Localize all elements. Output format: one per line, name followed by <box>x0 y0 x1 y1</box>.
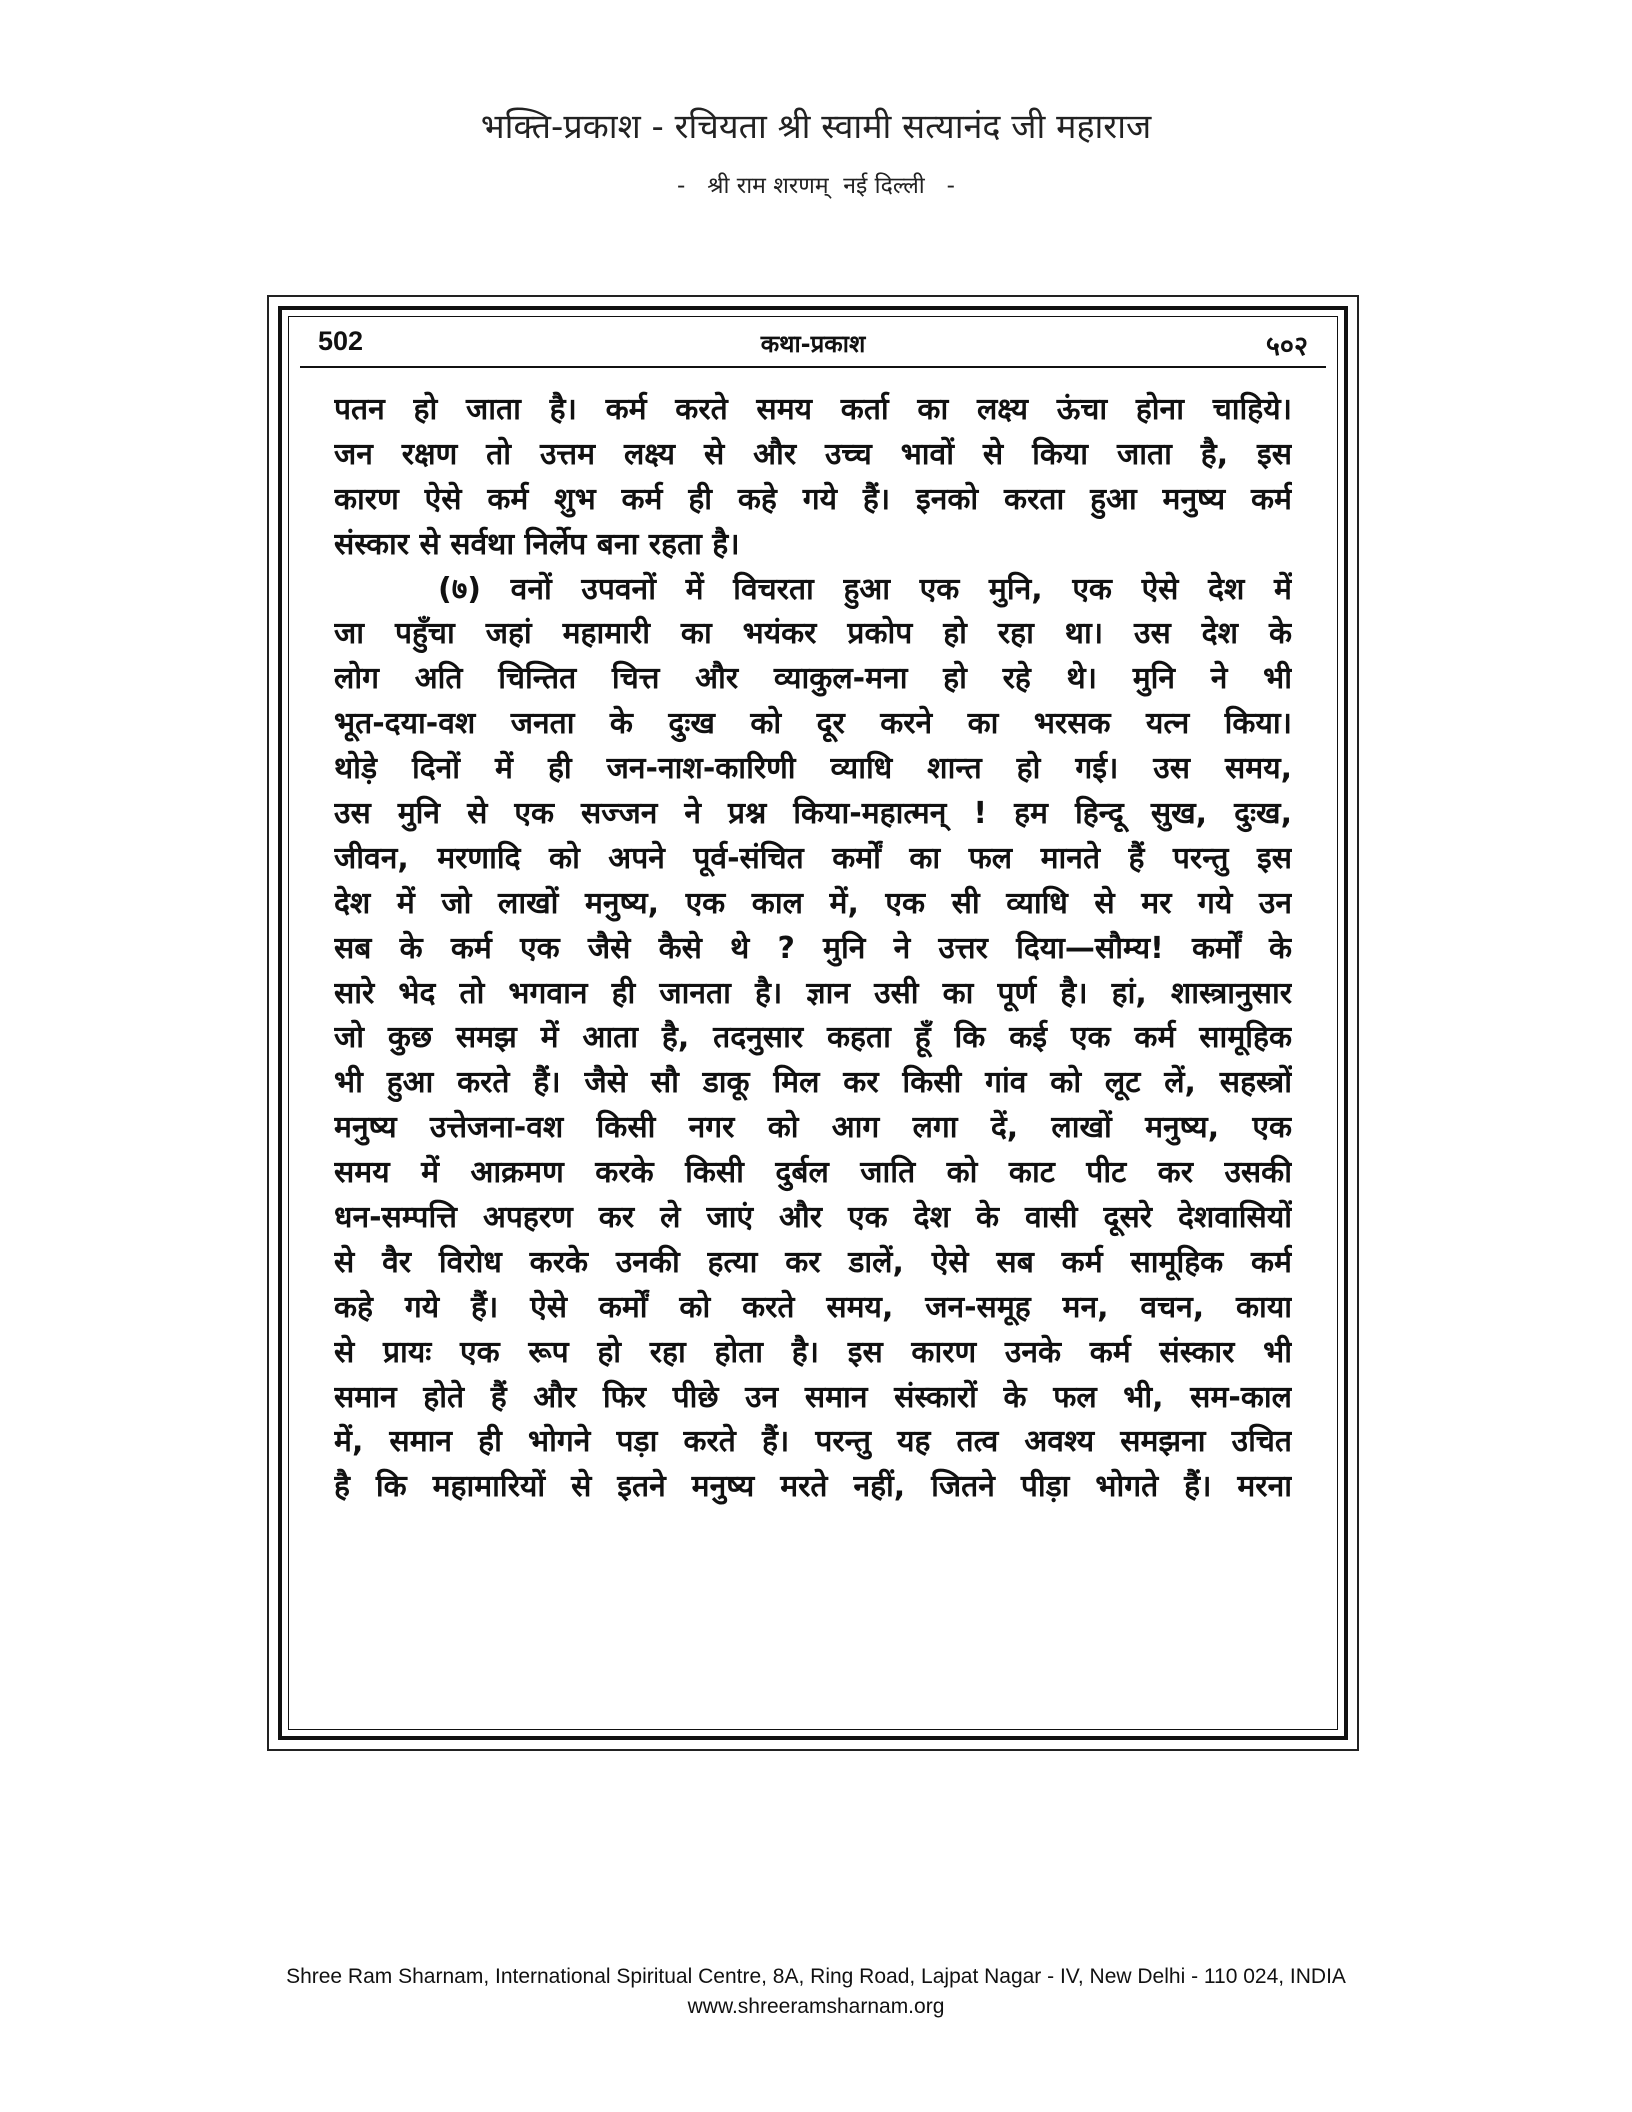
text-line: से वैर विरोध करके उनकी हत्या कर डालें, ऐसे सब कर्म सामूहिक कर्म <box>334 1244 1292 1280</box>
text-line: में, समान ही भोगने पड़ा करते हैं। परन्तु यह तत्व अवश्य समझना उचित <box>334 1424 1292 1460</box>
text-line: जीवन, मरणादि को अपने पूर्व-संचित कर्मों का फल मानते हैं परन्तु इस <box>334 840 1292 876</box>
text-line: थोड़े दिनों में ही जन-नाश-कारिणी व्याधि शान्त हो गई। उस समय, <box>334 751 1292 787</box>
text-line: देश में जो लाखों मनुष्य, एक काल में, एक सी व्याधि से मर गये उन <box>334 885 1292 921</box>
body-text <box>334 388 1292 1718</box>
text-line: है कि महामारियों से इतने मनुष्य मरते नहीं, जितने पीड़ा भोगते हैं। मरना <box>334 1469 1292 1505</box>
running-head <box>300 318 1326 368</box>
text-line: समान होते हैं और फिर पीछे उन समान संस्कारों के फल भी, सम-काल <box>334 1379 1292 1415</box>
text-line: संस्कार से सर्वथा निर्लेप बना रहता है। <box>334 526 740 562</box>
text-line: (७) वनों उपवनों में विचरता हुआ एक मुनि, एक ऐसे देश में <box>438 571 1292 607</box>
text-line: कहे गये हैं। ऐसे कर्मों को करते समय, जन-समूह मन, वचन, काया <box>334 1289 1292 1325</box>
text-line: जन रक्षण तो उत्तम लक्ष्य से और उच्च भावों से किया जाता है, इस <box>334 436 1292 472</box>
section-title: कथा-प्रकाश <box>760 330 866 358</box>
text-line: उस मुनि से एक सज्जन ने प्रश्न किया-महात्मन् ! हम हिन्दू सुख, दुःख, <box>334 796 1292 832</box>
text-line: पतन हो जाता है। कर्म करते समय कर्ता का लक्ष्य ऊंचा होना चाहिये। <box>334 392 1292 427</box>
text-line: धन-सम्पत्ति अपहरण कर ले जाएं और एक देश के वासी दूसरे देशवासियों <box>334 1200 1292 1236</box>
text-line: समय में आक्रमण करके किसी दुर्बल जाति को काट पीट कर उसकी <box>334 1155 1292 1191</box>
page-number-arabic: 502 <box>318 326 364 356</box>
document-header-title: भक्ति-प्रकाश - रचियता श्री स्वामी सत्यानंद जी महाराज <box>480 107 1152 147</box>
footer-website-link[interactable]: www.shreeramsharnam.org <box>687 1995 945 2018</box>
document-header-subtitle: - श्री राम शरणम् नई दिल्ली - <box>677 173 955 199</box>
page-number-devanagari: ५०२ <box>1265 331 1308 362</box>
text-line: मनुष्य उत्तेजना-वश किसी नगर को आग लगा दें, लाखों मनुष्य, एक <box>334 1110 1292 1146</box>
text-line: कारण ऐसे कर्म शुभ कर्म ही कहे गये हैं। इनको करता हुआ मनुष्य कर्म <box>334 481 1292 517</box>
text-line: सब के कर्म एक जैसे कैसे थे ? मुनि ने उत्तर दिया—सौम्य! कर्मों के <box>334 930 1292 966</box>
footer-address: Shree Ram Sharnam, International Spiritual Centre, 8A, Ring Road, Lajpat Nagar - IV, New Delhi - 110 024, INDIA <box>286 1965 1346 1988</box>
text-line: जो कुछ समझ में आता है, तदनुसार कहता हूँ कि कई एक कर्म सामूहिक <box>334 1020 1292 1056</box>
text-line: भूत-दया-वश जनता के दुःख को दूर करने का भरसक यत्न किया। <box>334 706 1292 742</box>
text-line: जा पहुँचा जहां महामारी का भयंकर प्रकोप हो रहा था। उस देश के <box>334 616 1292 652</box>
text-line: से प्रायः एक रूप हो रहा होता है। इस कारण उनके कर्म संस्कार भी <box>334 1334 1292 1370</box>
text-line: भी हुआ करते हैं। जैसे सौ डाकू मिल कर किसी गांव को लूट लें, सहस्त्रों <box>334 1065 1292 1101</box>
text-line: लोग अति चिन्तित चित्त और व्याकुल-मना हो रहे थे। मुनि ने भी <box>334 661 1292 697</box>
text-line: सारे भेद तो भगवान ही जानता है। ज्ञान उसी का पूर्ण है। हां, शास्त्रानुसार <box>334 975 1292 1011</box>
